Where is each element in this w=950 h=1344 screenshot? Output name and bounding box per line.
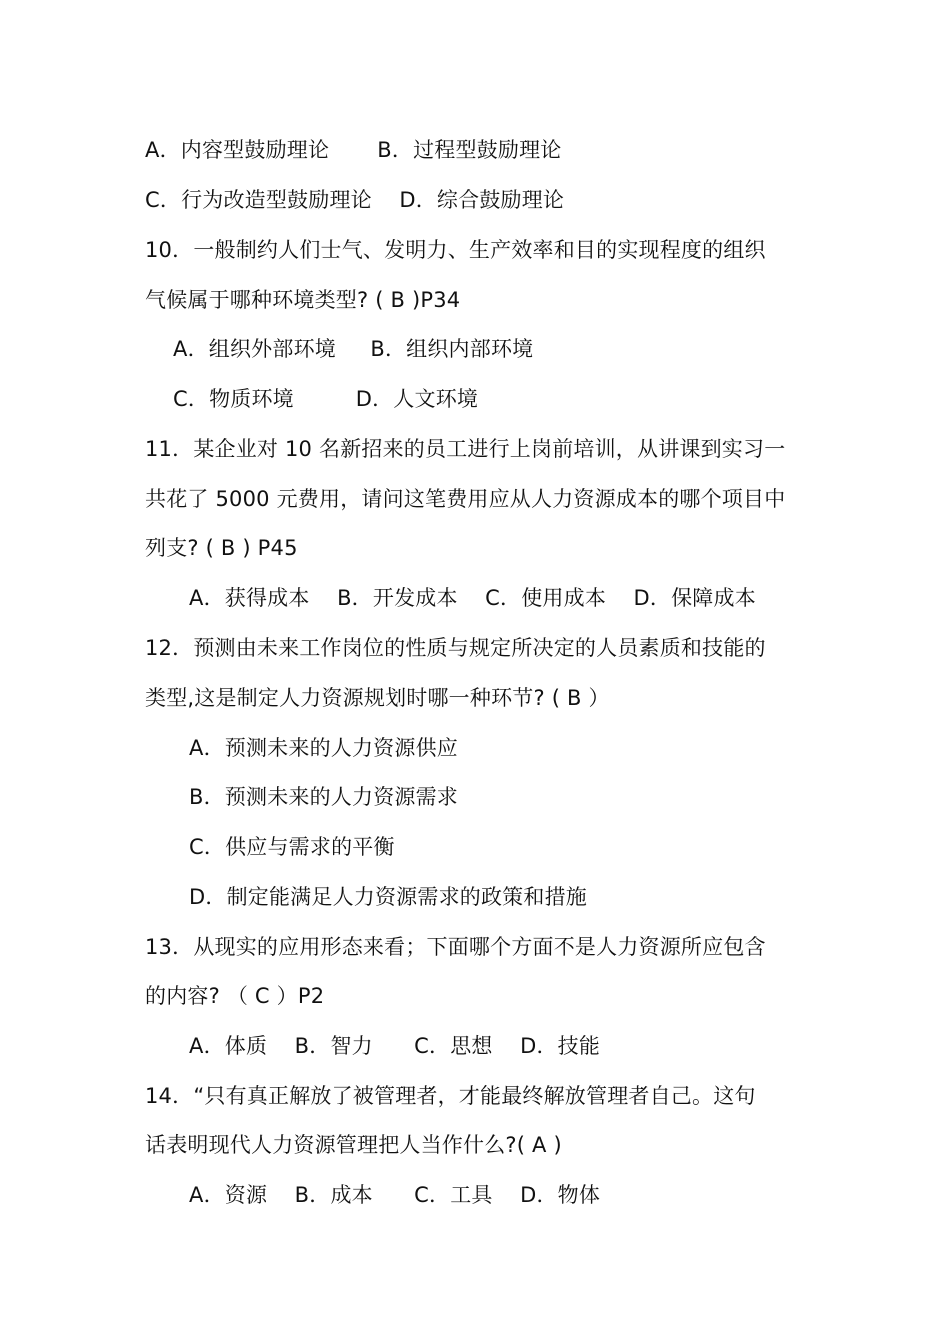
option-line-q14: A．资源 B．成本 C．工具 D．物体 (189, 1183, 601, 1207)
question-12-line-1: 12．预测由未来工作岗位的性质与规定所决定的人员素质和技能的 (145, 636, 766, 660)
option-q12-c: C．供应与需求的平衡 (189, 835, 395, 859)
question-10-line-2: 气候属于哪种环境类型? ( B )P34 (145, 288, 461, 312)
option-line-q9-cd: C．行为改造型鼓励理论 D．综合鼓励理论 (145, 188, 565, 212)
question-11-line-2: 共花了 5000 元费用，请问这笔费用应从人力资源成本的哪个项目中 (145, 487, 786, 511)
question-13-line-1: 13．从现实的应用形态来看；下面哪个方面不是人力资源所应包含 (145, 935, 766, 959)
question-11-line-1: 11．某企业对 10 名新招来的员工进行上岗前培训，从讲课到实习一 (145, 437, 786, 461)
option-line-q13: A．体质 B．智力 C．思想 D．技能 (189, 1034, 601, 1058)
option-q12-b: B．预测未来的人力资源需求 (189, 785, 459, 809)
question-14-line-2: 话表明现代人力资源管理把人当作什么?( A ) (145, 1133, 562, 1157)
option-line-q9-ab: A．内容型鼓励理论 B．过程型鼓励理论 (145, 138, 562, 162)
question-12-line-2: 类型,这是制定人力资源规划时哪一种环节? ( B ） (145, 686, 610, 710)
question-10-line-1: 10．一般制约人们士气、发明力、生产效率和目的实现程度的组织 (145, 238, 766, 262)
option-q12-d: D．制定能满足人力资源需求的政策和措施 (189, 885, 587, 909)
option-q12-a: A．预测未来的人力资源供应 (189, 736, 458, 760)
option-line-q11: A．获得成本 B．开发成本 C．使用成本 D．保障成本 (189, 586, 756, 610)
option-line-q10-cd: C．物质环境 D．人文环境 (173, 387, 479, 411)
question-13-line-2: 的内容? （ C ）P2 (145, 984, 325, 1008)
question-14-line-1: 14．“只有真正解放了被管理者，才能最终解放管理者自己。这句 (145, 1084, 756, 1108)
question-11-line-3: 列支? ( B ) P45 (145, 536, 298, 560)
option-line-q10-ab: A．组织外部环境 B．组织内部环境 (173, 337, 534, 361)
